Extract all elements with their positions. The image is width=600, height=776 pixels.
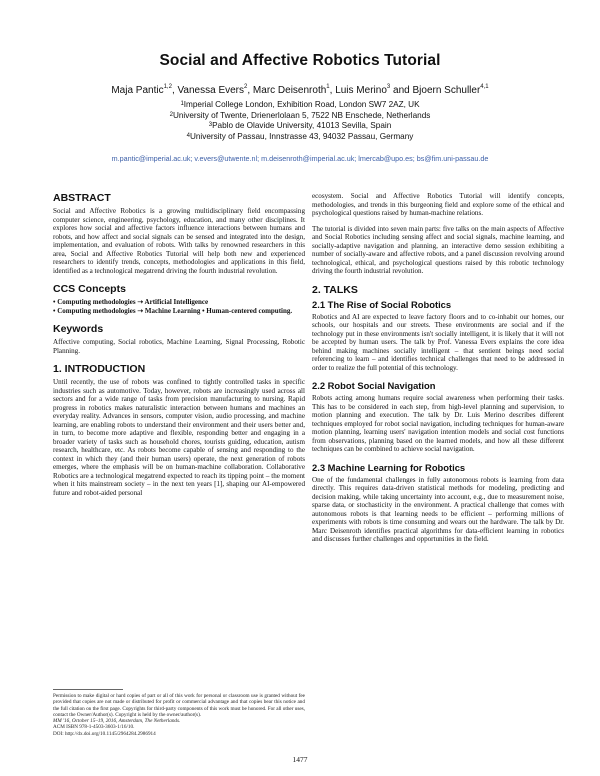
left-column [53,192,305,497]
subsection-heading: 2.1 The Rise of Social Robotics [312,298,452,310]
affiliation: $^3$Pablo de Olavide University, 41013 Sevilla, Spain [208,121,392,130]
permission-footnote [53,689,305,737]
section-heading-introduction: 1. INTRODUCTION [53,363,146,375]
venue-line: MM '16, October 15–19, 2016, Amsterdam, The Netherlands. [53,718,181,725]
author-emails[interactable]: m.pantic@imperial.ac.uk; v.evers@utwente.nl; m.deisenroth@imperial.ac.uk; lmercab@upo.es; bs@fim.uni-passau.de [111,154,489,163]
subsection-heading: 2.3 Machine Learning for Robotics [312,461,466,473]
doi-line[interactable]: DOI: http://dx.doi.org/10.1145/2964284.2986914 [53,730,156,737]
author-list [0,85,600,96]
subsection-text: One of the fundamental challenges in fully autonomous robots is learning from data directly. This requires data-driven statistical methods for modeling, predicting and decision making, while taking uncertainty into account, e.g., due to measurement noise, sparse data, or stochasticity in the environment. A practical challenge that comes with autonomous robots is that learning needs to be efficient – performing millions of experiments with robots is time consuming and wears out the hardware. The talk by Dr. Marc Deisenroth identifies practical algorithms for data-efficient learning in robotics and discusses further challenges and opportunities in the field. [312,475,564,543]
author: Bjoern Schuller$^{4,1}$ [412,84,489,96]
introduction-text: Until recently, the use of robots was confined to tightly controlled tasks in specific industries such as automotive. Today, however, robots are increasingly used across all sectors and for a wide range of tasks from precision manufacturing to nursing. Rapid progress in robotics makes naturalistic interaction between humans and machines an everyday reality. Advances in sensors, computer vision, audio processing, and machine learning, are enabling robots to understand their environment and their users better and, in turn, to become more adaptive and flexible, responding better and engaging in a broader variety of tasks such as household chores, tourists guiding, education, autism research, healthcare, etc. As robots become capable of sensing and responding to the context in which they (and their human users) operate, the next generation of robots emerges, where the emphasis will be on human-machine collaboration. Collaborative Robotics are a technological megatrend expected to reach its tipping point – the moment when it hits mainstream society – in the next ten years [1], shaping our AI-empowered future and robot-aided personal [53,378,305,497]
subsection-text: Robotics and AI are expected to leave factory floors and to co-inhabit our homes, our schools, our hospitals and our streets. These environments are social and if the technology put in these environments isn't socially intelligent, it is likely that it will not be accepted by human users. The talk by Prof. Vanessa Evers explains the core idea behind making machines socially intelligent – that sentient beings need social referencing to learn – and identifies technical challenges that need to be addressed in order to realize the full potential of this technology. [312,312,564,372]
subsection-text: Robots acting among humans require social awareness when performing their tasks. This has to be considered in each step, from high-level planning and supervision, to motion planning and execution. The talk by Dr. Luis Merino describes different techniques employed for robot social navigation, including techniques for human-aware motion planning, learning users' navigation intention models and social cost functions from observations, planning based on the learned models, and how all these different techniques can be combined to achieve social navigation. [312,394,564,453]
author: Marc Deisenroth$^1$, [252,84,336,96]
keywords-text: Affective computing, Social robotics, Machine Learning, Signal Processing, Robotic Planning. [53,338,305,355]
keywords-heading: Keywords [53,323,104,335]
author: Vanessa Evers$^2$, [177,84,253,96]
intro-continued-text: ecosystem. Social and Affective Robotics Tutorial will identify concepts, methodologies, and trends in this burgeoning field and explore some of the ethical and psychological questions raised by human-machine relations. [312,192,564,217]
author: Maja Pantic$^{1,2}$, [111,84,178,96]
footnote-rule [53,689,123,690]
page-number: 1477 [292,755,308,764]
ccs-concept: • Computing methodologies ➝ Artificial Intelligence [53,298,209,306]
isbn-line: ACM ISBN 978-1-4503-3603-1/16/10. [53,724,135,731]
paper-title: Social and Affective Robotics Tutorial [159,52,441,69]
affiliation: $^4$University of Passau, Innstrasse 43, 94032 Passau, Germany [186,131,414,141]
section-heading-talks: 2. TALKS [312,283,358,296]
abstract-text: Social and Affective Robotics is a growing multidisciplinary field encompassing computer science, engineering, psychology, education, and many other disciplines. It explores how social and affective factors influence interactions between humans and robots, and how affect and social signals can be sensed and integrated into the design, implementation, and evaluation of robots. With talks by renowned researchers in this area, Social and Affective Robotics Tutorial will help both new and experienced researchers to identify trends, concepts, methodologies and applications in this field, identified as a technological megatrend driving the fourth industrial revolution. [53,207,305,275]
permission-text: Permission to make digital or hard copies of part or all of this work for personal or classroom use is granted without fee provided that copies are not made or distributed for profit or commercial advantage and that copies bear this notice and the full citation on the first page. Copyrights for third-party components of this work must be honored. For all other uses, contact the Owner/Author(s). Copyright is held by the owner/author(s). [53,693,305,718]
tutorial-outline-text: The tutorial is divided into seven main parts: five talks on the main aspects of Affective and Social Robotics including sensing affect and social signals, machine learning, and socially-adaptive navigation and planning, an interactive demo session exhibiting a number of socially-aware and affective robots, and a panel discussion revolving around technological, ethical, and psychological questions raised by this robotic technology driving the fourth industrial revolution. [312,224,564,275]
affiliation: $^1$Imperial College London, Exhibition Road, London SW7 2AZ, UK [180,100,420,109]
ccs-heading: CCS Concepts [53,283,126,295]
right-column [312,192,564,544]
author: Luis Merino$^3$ and [335,84,413,96]
subsection-heading: 2.2 Robot Social Navigation [312,380,436,391]
affiliation: $^2$University of Twente, Drienerlolaan 5, 7522 NB Enschede, Netherlands [169,110,431,120]
ccs-concept: • Computing methodologies ➝ Machine Learning • Human-centered computing. [53,306,293,315]
abstract-heading: ABSTRACT [53,192,111,204]
